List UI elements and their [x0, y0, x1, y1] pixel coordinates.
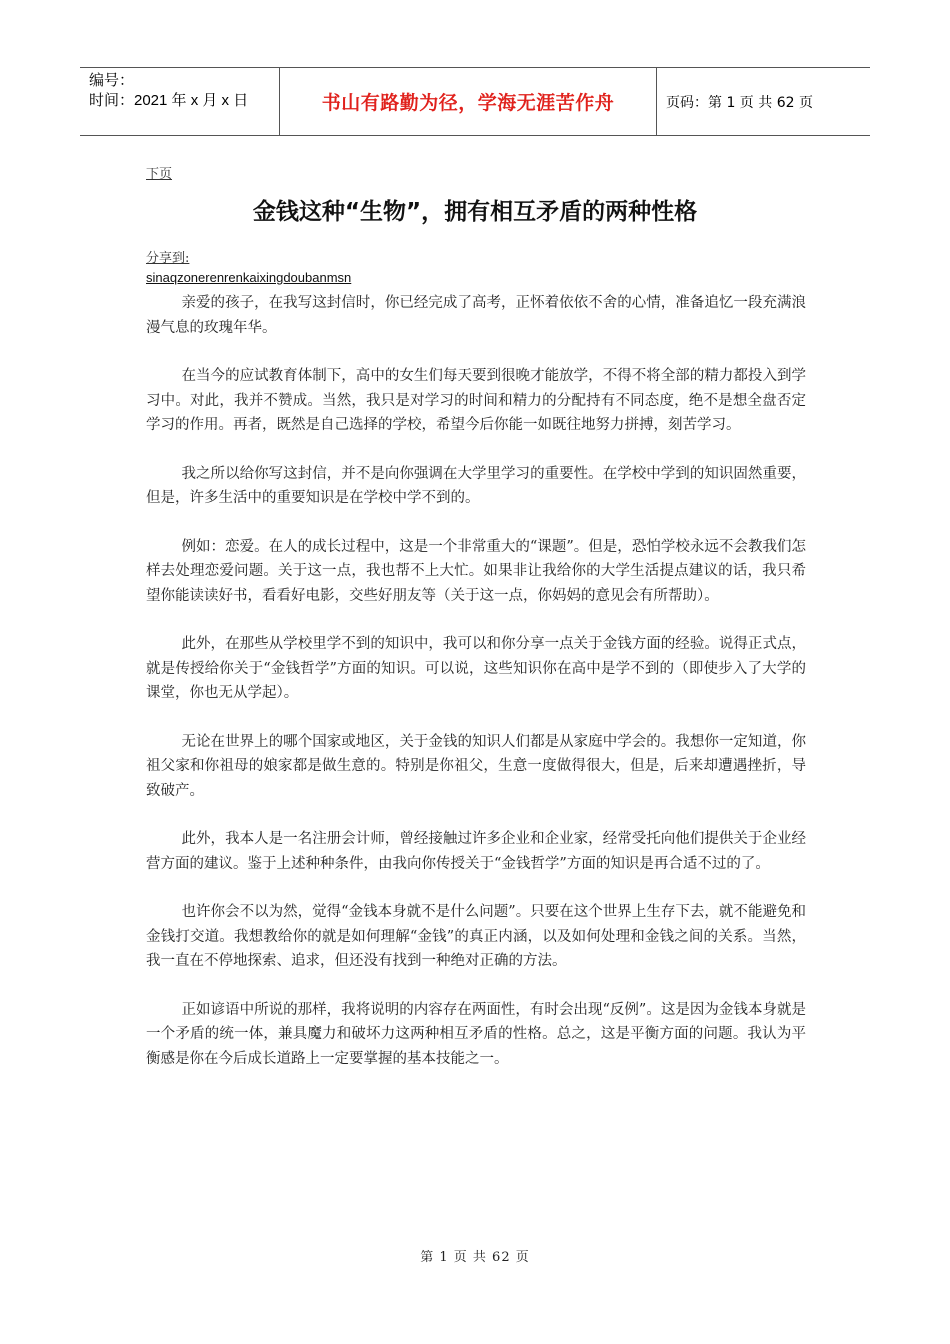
paragraph: 亲爱的孩子，在我写这封信时，你已经完成了高考，正怀着依依不舍的心情，准备追忆一段充满浪漫气息的玫瑰年华。: [146, 295, 806, 336]
header-meta: [80, 68, 280, 135]
header-page-info: 页码：第 1 页 共 62 页: [666, 94, 813, 111]
document-header: [80, 67, 870, 136]
share-label-link[interactable]: 分享到:: [146, 251, 190, 266]
share-sites-link[interactable]: sinaqzonerenrenkaixingdoubanmsn: [146, 270, 352, 285]
paragraph: 无论在世界上的哪个国家或地区，关于金钱的知识人们都是从家庭中学会的。我想你一定知道，你祖父家和你祖母的娘家都是做生意的。特别是你祖父，生意一度做得很大，但是，后来却遭遇挫折，导致破产。: [146, 733, 806, 799]
paragraph: 我之所以给你写这封信，并不是向你强调在大学里学习的重要性。在学校中学到的知识固然重要，但是，许多生活中的重要知识是在学校中学不到的。: [146, 465, 806, 506]
paragraph: 也许你会不以为然，觉得“金钱本身就不是什么问题”。只要在这个世界上生存下去，就不能避免和金钱打交道。我想教给你的就是如何理解“金钱”的真正内涵，以及如何处理和金钱之间的关系。当然，我一直在不停地探索、追求，但还没有找到一种绝对正确的方法。: [146, 904, 806, 969]
date-label: 时间：2021 年 x 月 x 日: [89, 92, 249, 109]
paragraph: 此外，我本人是一名注册会计师，曾经接触过许多企业和企业家，经常受托向他们提供关于企业经营方面的建议。鉴于上述种种条件，由我向你传授关于“金钱哲学”方面的知识是再合适不过的了。: [146, 831, 806, 872]
number-label: 编号：: [89, 72, 135, 89]
paragraph: 例如：恋爱。在人的成长过程中，这是一个非常重大的“课题”。但是，恐怕学校永远不会教我们怎样去处理恋爱问题。关于这一点，我也帮不上大忙。如果非让我给你的大学生活提点建议的话，我只希望你能读读好书，看看好电影，交些好朋友等（关于这一点，你妈妈的意见会有所帮助）。: [146, 538, 806, 604]
paragraph: 在当今的应试教育体制下，高中的女生们每天要到很晚才能放学，不得不将全部的精力都投入到学习中。对此，我并不赞成。当然，我只是对学习的时间和精力的分配持有不同态度，绝不是想全盘否定学习的作用。再者，既然是自己选择的学校，希望今后你能一如既往地努力拼搏，刻苦学习。: [146, 368, 806, 433]
article-body: [146, 291, 806, 1095]
next-page-link[interactable]: 下页: [146, 167, 173, 182]
paragraph: 此外，在那些从学校里学不到的知识中，我可以和你分享一点关于金钱方面的经验。说得正式点，就是传授给你关于“金钱哲学”方面的知识。可以说，这些知识你在高中是学不到的（即使步入了大学的课堂，你也无从学起）。: [146, 636, 806, 701]
paragraph: 正如谚语中所说的那样，我将说明的内容存在两面性，有时会出现“反例”。这是因为金钱本身就是一个矛盾的统一体，兼具魔力和破坏力这两种相互矛盾的性格。总之，这是平衡方面的问题。我认为平衡感是你在今后成长道路上一定要掌握的基本技能之一。: [146, 1001, 806, 1067]
article-title: 金钱这种“生物”，拥有相互矛盾的两种性格: [252, 199, 698, 225]
page-footer: 第 1 页 共 62 页: [420, 1250, 530, 1265]
header-motto: 书山有路勤为径，学海无涯苦作舟: [280, 68, 657, 135]
